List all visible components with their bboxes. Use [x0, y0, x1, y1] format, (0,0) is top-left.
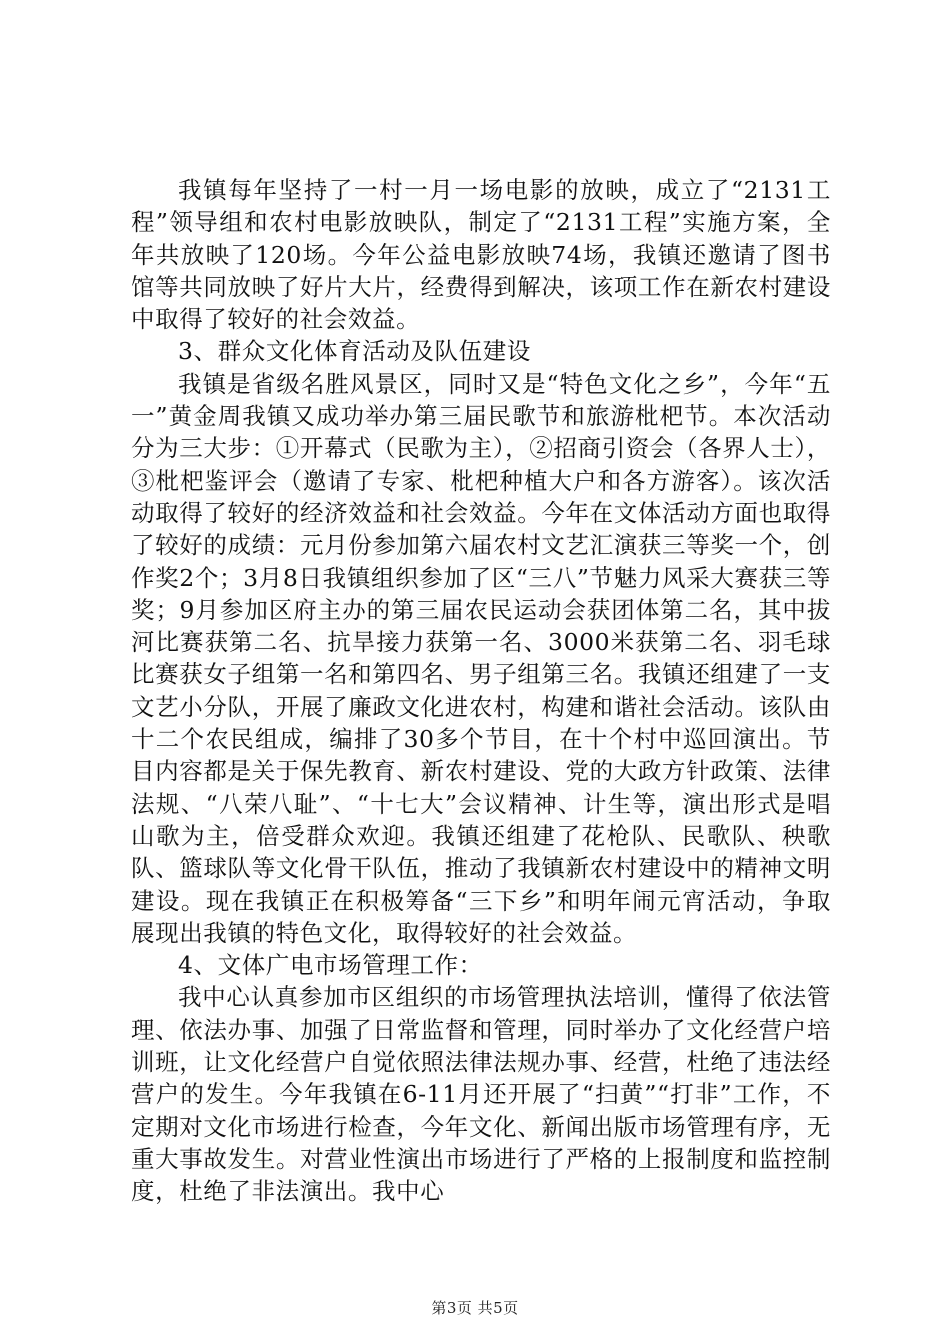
paragraph-market-management: 我中心认真参加市区组织的市场管理执法培训，懂得了依法管理、依法办事、加强了日常监督和管理，同时举办了文化经营户培训班，让文化经营户自觉依照法律法规办事、经营，杜绝了违法经营户的发生。今年我镇在6-11月还开展了“扫黄”“打非”工作，不定期对文化市场进行检查，今年文化、新闻出版市场管理有序，无重大事故发生。对营业性演出市场进行了严格的上报制度和监控制度，杜绝了非法演出。我中心	[131, 983, 831, 1206]
paragraph-film-screening: 我镇每年坚持了一村一月一场电影的放映，成立了“2131工程”领导组和农村电影放映队，制定了“2131工程”实施方案，全年共放映了120场。今年公益电影放映74场，我镇还邀请了图书馆等共同放映了好片大片，经费得到解决，该项工作在新农村建设中取得了较好的社会效益。	[131, 176, 831, 334]
paragraph-culture-activities: 我镇是省级名胜风景区，同时又是“特色文化之乡”，今年“五一”黄金周我镇又成功举办第三届民歌节和旅游枇杷节。本次活动分为三大步：①开幕式（民歌为主），②招商引资会（各界人士），③枇杷鉴评会（邀请了专家、枇杷种植大户和各方游客）。该次活动取得了较好的经济效益和社会效益。今年在文体活动方面也取得了较好的成绩：元月份参加第六届农村文艺汇演获三等奖一个，创作奖2个；3月8日我镇组织参加了区“三八”节魅力风采大赛获三等奖；9月参加区府主办的第三届农民运动会获团体第二名，其中拔河比赛获第二名、抗旱接力获第一名、3000米获第二名、羽毛球比赛获女子组第一名和第四名、男子组第三名。我镇还组建了一支文艺小分队，开展了廉政文化进农村，构建和谐社会活动。该队由十二个农民组成，编排了30多个节目，在十个村中巡回演出。节目内容都是关于保先教育、新农村建设、党的大政方针政策、法律法规、“八荣八耻”、“十七大”会议精神、计生等，演出形式是唱山歌为主，倍受群众欢迎。我镇还组建了花枪队、民歌队、秧歌队、篮球队等文化骨干队伍，推动了我镇新农村建设中的精神文明建设。现在我镇正在积极筹备“三下乡”和明年闹元宵活动，争取展现出我镇的特色文化，取得较好的社会效益。	[131, 369, 831, 947]
section-heading-mass-culture: 3、群众文化体育活动及队伍建设	[178, 337, 531, 366]
section-heading-market-management: 4、文体广电市场管理工作：	[178, 951, 483, 980]
page-number-footer: 第3页 共5页	[431, 1299, 519, 1317]
document-body	[131, 174, 831, 1208]
